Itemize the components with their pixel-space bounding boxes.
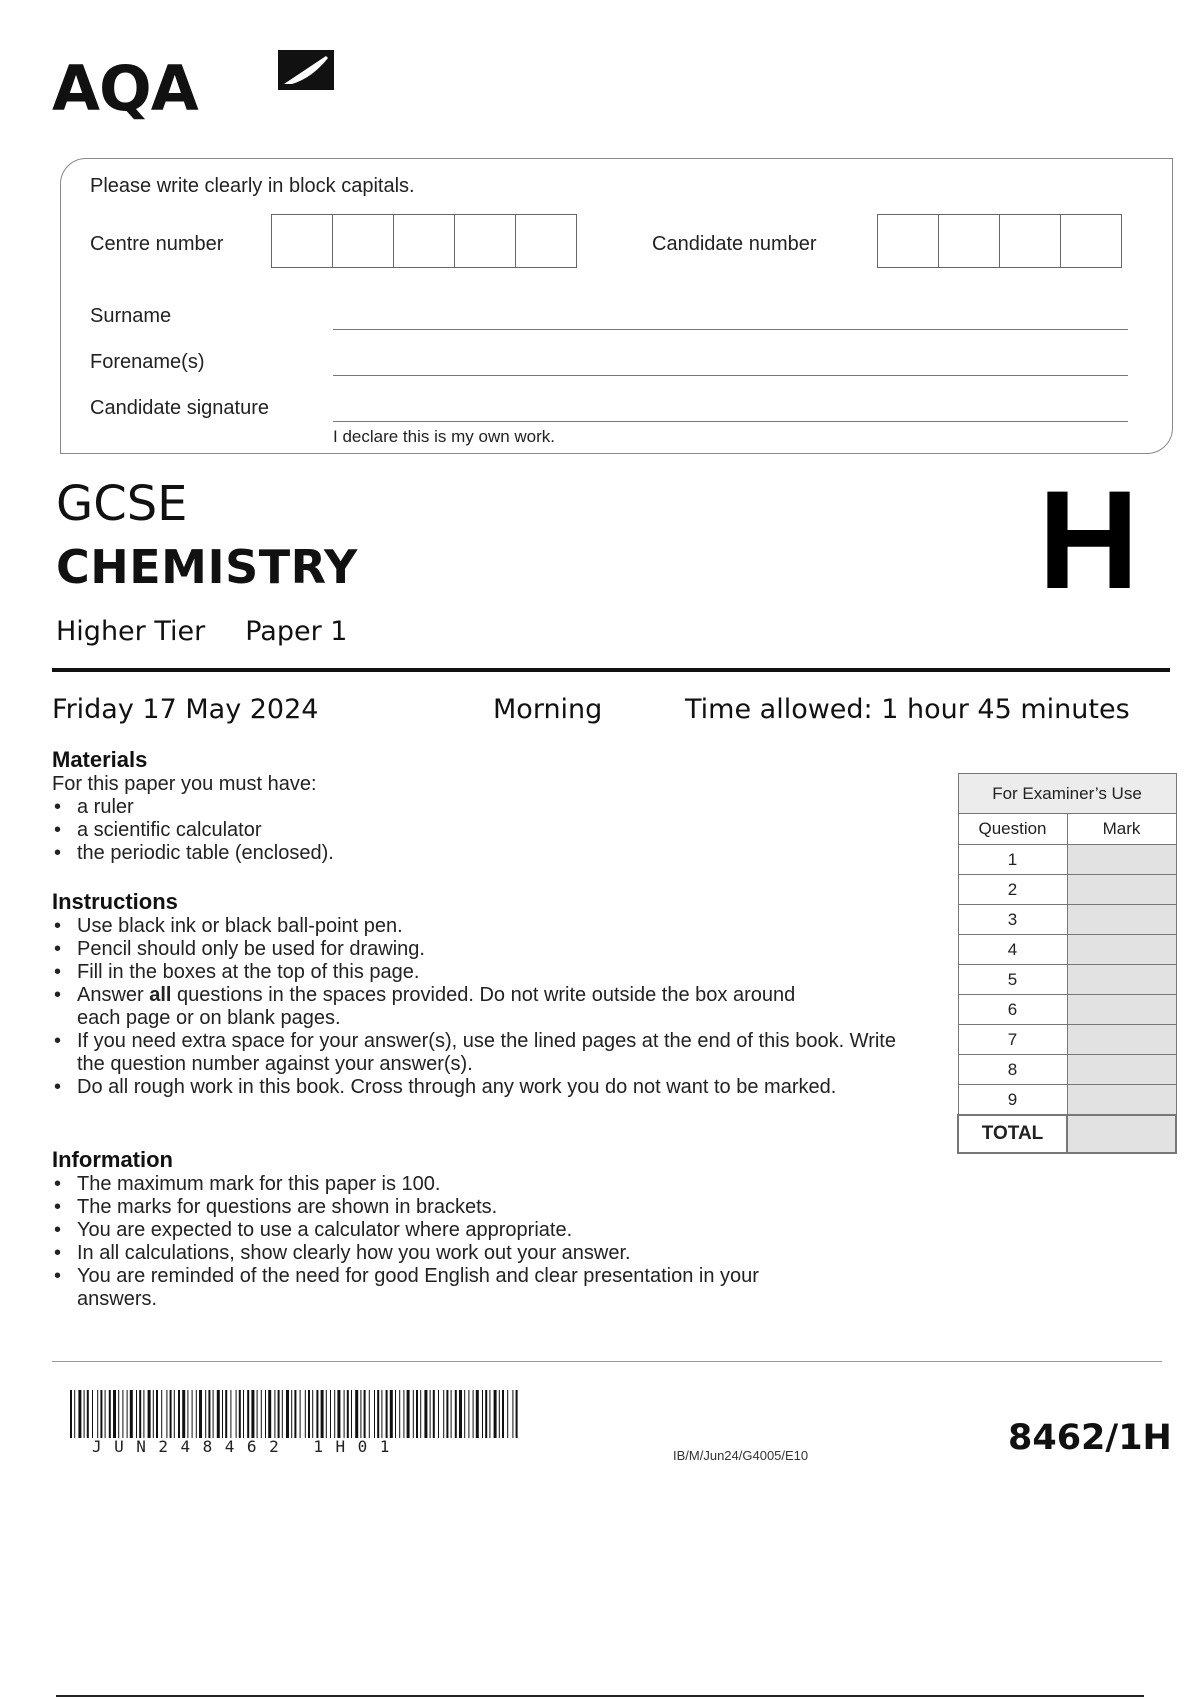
barcode-bar [294,1390,296,1438]
examiner-use-table [957,773,1177,1154]
list-item: • a scientific calculator [52,819,912,842]
mark-cell[interactable] [1067,905,1176,935]
barcode-bar [377,1390,379,1438]
barcode-bar [424,1390,427,1438]
list-item: • You are expected to use a calculator where appropriate. [52,1219,912,1242]
barcode-bar [100,1390,102,1438]
barcode-bar [130,1390,133,1438]
paper-code: 8462/1H [1008,1418,1172,1458]
tier-letter: H [1038,461,1140,618]
barcode-bar [395,1390,396,1438]
barcode-bar [268,1390,271,1438]
barcode-bar [213,1390,214,1438]
materials-heading: Materials [52,747,148,772]
materials-list [52,796,912,865]
table-row [958,935,1176,965]
mark-cell[interactable] [1067,965,1176,995]
barcode-bar [300,1390,301,1438]
barcode-bar [196,1390,197,1438]
list-item: • Fill in the boxes at the top of this page. [52,961,912,984]
barcode-bar [344,1390,345,1438]
barcode-bar [230,1390,231,1438]
barcode-bar [507,1390,508,1438]
barcode-bar [225,1390,227,1438]
barcode-bar [243,1390,244,1438]
list-item [52,984,797,1030]
barcode-bar [274,1390,275,1438]
surname-field[interactable] [333,329,1128,330]
materials-section [52,747,912,865]
barcode-bar [278,1390,280,1438]
subject-title: CHEMISTRY [56,540,358,594]
barcode-bar [236,1390,237,1438]
barcode-bar [92,1390,93,1438]
barcode-bar [433,1390,435,1438]
footer-divider [52,1361,1162,1362]
barcode-bar [386,1390,388,1438]
barcode-bar [316,1390,318,1438]
emphasis-text: all [149,984,172,1006]
aqa-logo-mark-icon [272,44,340,94]
barcode-bar [347,1390,349,1438]
paper-label: Paper 1 [245,616,348,647]
barcode-bar [305,1390,306,1438]
barcode-bar [420,1390,421,1438]
barcode-icon [70,1390,520,1438]
barcode-bar [217,1390,220,1438]
list-item: • In all calculations, show clearly how you work out your answer. [52,1242,912,1265]
mark-cell[interactable] [1067,995,1176,1025]
barcode-bar [464,1390,465,1438]
question-number: 3 [958,905,1067,935]
barcode-bar [308,1390,310,1438]
barcode-bar [78,1390,81,1438]
question-number: 8 [958,1055,1067,1085]
barcode-bar [136,1390,137,1438]
signature-field[interactable] [333,421,1128,422]
list-item: • The maximum mark for this paper is 100. [52,1173,912,1196]
barcode-bar [430,1390,431,1438]
instructions-section [52,889,912,1099]
barcode-bar [360,1390,361,1438]
barcode-bar [291,1390,292,1438]
barcode-bar [499,1390,500,1438]
list-item: • If you need extra space for your answer(s), use the lined pages at the end of this book. Write the question number against your answer(s). [52,1030,927,1076]
barcode-bar [455,1390,457,1438]
information-heading: Information [52,1147,173,1172]
barcode-bar [205,1390,206,1438]
barcode-bar [482,1390,483,1438]
question-number: 2 [958,875,1067,905]
table-row [958,875,1176,905]
barcode-bar [476,1390,479,1438]
barcode-bar [239,1390,241,1438]
barcode-bar [494,1390,497,1438]
barcode-bar [512,1390,513,1438]
barcode-bar [265,1390,266,1438]
candidate-digit-box[interactable] [1061,215,1122,267]
question-number: 7 [958,1025,1067,1055]
barcode-bar [174,1390,175,1438]
mark-column-header: Mark [1067,814,1176,845]
candidate-number-label: Candidate number [652,233,817,255]
barcode-bar [334,1390,335,1438]
list-item-text: Answer [77,984,150,1006]
barcode-bar [312,1390,313,1438]
barcode-bar [364,1390,366,1438]
instructions-list [52,915,912,1099]
centre-digit-box[interactable] [394,215,455,267]
centre-digit-box[interactable] [333,215,394,267]
question-number: 1 [958,845,1067,875]
candidate-digit-box[interactable] [1000,215,1061,267]
barcode-bar [390,1390,393,1438]
table-row [958,1025,1176,1055]
page-bottom-rule [56,1695,1144,1697]
barcode-bar [105,1390,106,1438]
candidate-details-box [60,158,1173,454]
information-section [52,1147,912,1311]
tier-paper-line [56,616,347,647]
barcode-bar [261,1390,262,1438]
barcode-bar [459,1390,462,1438]
list-item: • You are reminded of the need for good English and clear presentation in your answers. [52,1265,837,1311]
question-number: 5 [958,965,1067,995]
barcode-bar [502,1390,504,1438]
barcode-bar [446,1390,448,1438]
total-label: TOTAL [958,1115,1067,1153]
total-row [958,1115,1176,1153]
question-number: 4 [958,935,1067,965]
barcode-bar [170,1390,172,1438]
list-item: • the periodic table (enclosed). [52,842,912,865]
barcode-bar [74,1390,75,1438]
barcode-bar [199,1390,202,1438]
barcode-bar [161,1390,162,1438]
barcode-bar [257,1390,258,1438]
barcode-bar [355,1390,358,1438]
forenames-label: Forename(s) [90,351,205,373]
barcode-bar [351,1390,352,1438]
barcode-bar [84,1390,85,1438]
barcode-bar [443,1390,444,1438]
barcode-bar [156,1390,158,1438]
mark-cell[interactable] [1067,1085,1176,1116]
barcode-bar [187,1390,188,1438]
question-number: 6 [958,995,1067,1025]
centre-digit-box[interactable] [516,215,577,267]
surname-label: Surname [90,305,172,327]
mark-cell[interactable] [1067,935,1176,965]
exam-date: Friday 17 May 2024 [52,694,319,725]
barcode-bar [438,1390,439,1438]
barcode-bar [403,1390,404,1438]
barcode-bar [286,1390,289,1438]
list-item: • Do all rough work in this book. Cross through any work you do not want to be marked. [52,1076,877,1099]
centre-number-boxes[interactable] [271,214,577,268]
title-divider [52,668,1170,672]
declaration-text: I declare this is my own work. [333,427,556,446]
barcode-bar [127,1390,128,1438]
time-allowed: Time allowed: 1 hour 45 minutes [685,694,1130,725]
barcode-bar [451,1390,452,1438]
barcode-bar [122,1390,123,1438]
barcode-bar [166,1390,167,1438]
materials-intro: For this paper you must have: [52,773,317,795]
mark-cell[interactable] [1067,1025,1176,1055]
table-row [958,1085,1176,1116]
question-number: 9 [958,1085,1067,1116]
candidate-digit-box[interactable] [939,215,1000,267]
barcode-bar [70,1390,72,1438]
mark-cell[interactable] [1067,845,1176,875]
barcode-bar [178,1390,180,1438]
mark-cell[interactable] [1067,875,1176,905]
candidate-number-boxes[interactable] [877,214,1122,268]
barcode-bar [143,1390,144,1438]
barcode-bar [97,1390,98,1438]
table-row [958,965,1176,995]
list-item-text: questions in the spaces provided. Do not write outside the box around each page or on blank pages. [77,984,796,1029]
tier-label: Higher Tier [56,616,206,647]
aqa-logo [52,44,342,130]
barcode-bar [222,1390,223,1438]
list-item: • The marks for questions are shown in brackets. [52,1196,912,1219]
barcode-bar [182,1390,185,1438]
table-row [958,1055,1176,1085]
barcode-bar [399,1390,400,1438]
mark-cell[interactable] [1067,1055,1176,1085]
centre-digit-box[interactable] [272,215,333,267]
barcode-bar [381,1390,382,1438]
forenames-field[interactable] [333,375,1128,376]
list-item: • Pencil should only be used for drawing. [52,938,912,961]
barcode-bar [489,1390,490,1438]
barcode-bar [208,1390,210,1438]
examiner-table-title: For Examiner’s Use [958,774,1176,814]
barcode-bar [516,1390,518,1438]
barcode-bar [473,1390,474,1438]
instructions-heading: Instructions [52,889,178,914]
centre-digit-box[interactable] [455,215,516,267]
block-capitals-instruction: Please write clearly in block capitals. [90,175,415,197]
qualification-title: GCSE [56,476,188,532]
barcode-bar [113,1390,116,1438]
exam-session: Morning [493,694,603,725]
barcode-bar [369,1390,370,1438]
signature-label: Candidate signature [90,397,270,419]
barcode-bar [118,1390,119,1438]
barcode-bar [251,1390,254,1438]
barcode-bar [413,1390,414,1438]
barcode-bar [109,1390,111,1438]
table-row [958,905,1176,935]
barcode-bar [321,1390,324,1438]
list-item: • Use black ink or black ball-point pen. [52,915,912,938]
barcode-bar [468,1390,469,1438]
information-list [52,1173,912,1311]
barcode-bar [330,1390,331,1438]
barcode-bar [326,1390,327,1438]
barcode-bar [337,1390,340,1438]
barcode-bar [374,1390,375,1438]
barcode-bar [485,1390,487,1438]
candidate-digit-box[interactable] [878,215,939,267]
barcode-bar [192,1390,193,1438]
barcode-bar [153,1390,154,1438]
barcode-bar [407,1390,410,1438]
total-mark-cell[interactable] [1067,1115,1176,1153]
question-column-header: Question [958,814,1067,845]
barcode-text: JUN248462 1H01 [92,1437,402,1456]
centre-number-label: Centre number [90,233,224,255]
barcode-bar [139,1390,141,1438]
list-item: • a ruler [52,796,912,819]
table-row [958,845,1176,875]
logo-text: AQA [52,52,198,125]
document-reference: IB/M/Jun24/G4005/E10 [673,1448,809,1463]
barcode-bar [148,1390,151,1438]
barcode-bar [247,1390,249,1438]
barcode-bar [87,1390,89,1438]
table-row [958,995,1176,1025]
barcode-bar [416,1390,418,1438]
barcode-bar [282,1390,283,1438]
